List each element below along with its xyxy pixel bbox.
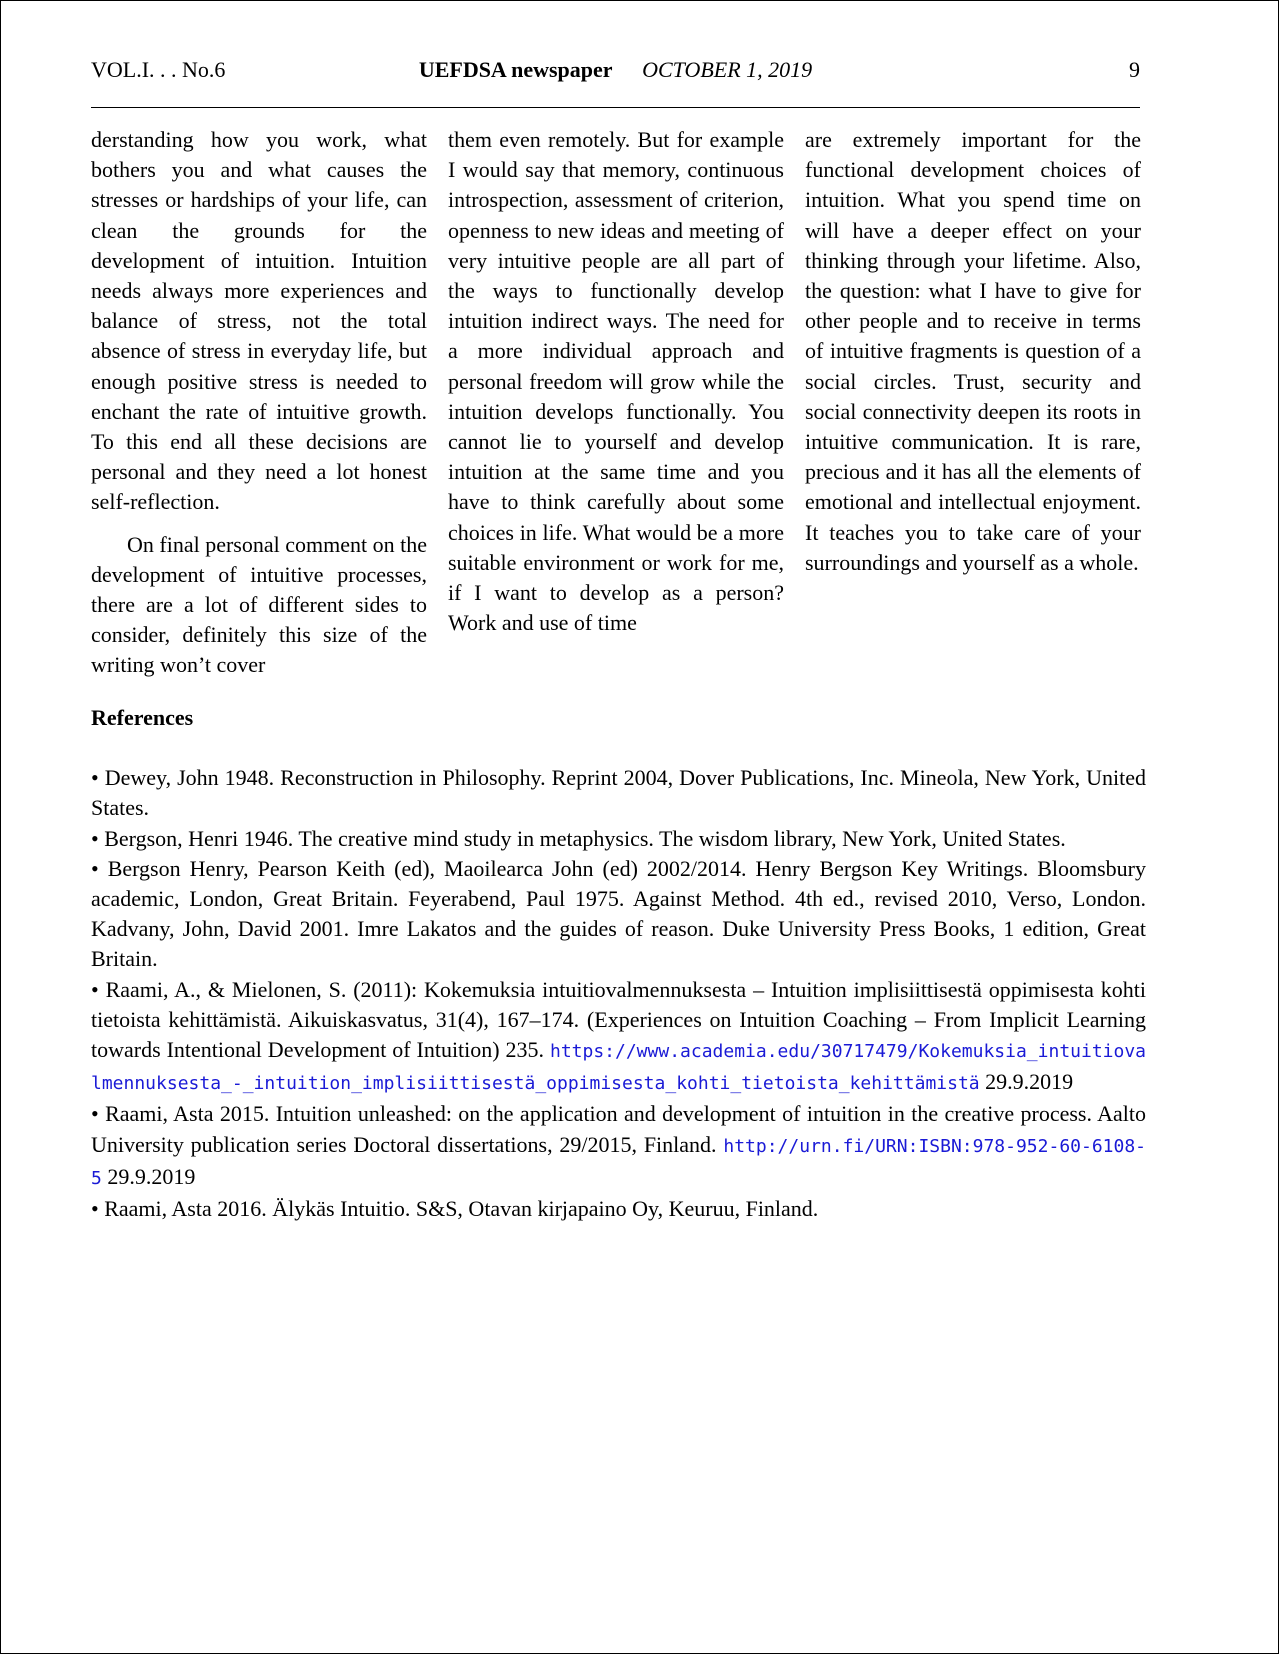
- reference-text: Bergson Henry, Pearson Keith (ed), Maoilearca John (ed) 2002/2014. Henry Bergson Key Writings. Bloomsbury academic, London, Great Britain. Feyerabend, Paul 1975. Against Method. 4th ed., revised 2010, Verso, London. Kadvany, John, David 2001. Imre Lakatos and the guides of reason. Duke University Press Books, 1 edition, Great Britain.: [91, 855, 1146, 972]
- masthead: [91, 57, 1140, 83]
- page-number: 9: [1129, 57, 1140, 82]
- bullet-icon: •: [91, 855, 99, 881]
- reference-link[interactable]: http://urn.fi/URN:ISBN:978-952-60-6108-5: [91, 1135, 1147, 1189]
- references-heading: References: [91, 705, 194, 730]
- header-divider: [91, 107, 1140, 108]
- reference-text: Raami, Asta 2016. Älykäs Intuitio. S&S, Otavan kirjapaino Oy, Keuruu, Finland.: [104, 1196, 819, 1222]
- reference-item: [91, 1099, 1146, 1194]
- column-3: [805, 125, 1141, 578]
- bullet-icon: •: [91, 1101, 99, 1127]
- references-section: [91, 703, 1146, 1224]
- reference-item: [91, 854, 1146, 975]
- reference-text: Bergson, Henri 1946. The creative mind study in metaphysics. The wisdom library, New York, United States.: [104, 825, 1066, 851]
- bullet-icon: •: [91, 976, 99, 1002]
- volume-label: VOL.I. . . No.6: [91, 57, 226, 82]
- bullet-icon: •: [91, 825, 99, 851]
- column-1: [91, 125, 427, 681]
- reference-item: [91, 975, 1146, 1100]
- issue-date: OCTOBER 1, 2019: [642, 57, 813, 82]
- newspaper-name: UEFDSA newspaper: [418, 57, 613, 82]
- paragraph: derstanding how you work, what bothers you and what causes the stresses or hardships of your life, can clean the grounds for the development of intuition. Intuition needs always more experiences and balance of stress, not the total absence of stress in everyday life, but enough positive stress is needed to enchant the rate of intuitive growth. To this end all these decisions are personal and they need a lot honest self-reflection.: [91, 127, 427, 515]
- bullet-icon: •: [91, 1196, 99, 1222]
- reference-item: [91, 763, 1146, 823]
- reference-text: Raami, Asta 2015. Intuition unleashed: on the application and development of intuition in the creative process. Aalto University publication series Doctoral dissertations, 29/2015, Finland.: [91, 1101, 1146, 1157]
- access-date: 29.9.2019: [107, 1163, 196, 1189]
- reference-text: Raami, A., & Mielonen, S. (2011): Kokemuksia intuitiovalmennuksesta – Intuition implisiittisestä oppimisesta kohti tietoista kehittämistä. Aikuiskasvatus, 31(4), 167–174. (Experiences on Intuition Coaching – From Implicit Learning towards Intentional Development of Intuition) 235.: [91, 976, 1146, 1063]
- page-header: [91, 57, 1140, 89]
- bullet-icon: •: [91, 765, 99, 791]
- paragraph: On final personal comment on the development of intuitive processes, there are a lot of different sides to consider, definitely this size of the writing won’t cover: [91, 531, 427, 678]
- reference-item: [91, 1194, 1146, 1224]
- reference-item: [91, 824, 1146, 854]
- paragraph: are extremely important for the functional development choices of intuition. What you spend time on will have a deeper effect on your thinking through your lifetime. Also, the question: what I have to give for other people and to receive in terms of intuitive fragments is question of a social circles. Trust, security and social connectivity deepen its roots in intuitive communication. It is rare, precious and it has all the elements of emotional and intellectual enjoyment. It teaches you to take care of your surroundings and yourself as a whole.: [805, 127, 1141, 575]
- reference-link[interactable]: https://www.academia.edu/30717479/Kokemuksia_intuitiovalmennuksesta_-_intuition_implisiittisestä_oppimisesta_kohti_tietoista_kehittämistä: [91, 1041, 1147, 1095]
- paragraph: them even remotely. But for example I would say that memory, continuous introspection, assessment of criterion, openness to new ideas and meeting of very intuitive people are all part of the ways to functionally develop intuition indirect ways. The need for a more individual approach and personal freedom will grow while the intuition develops functionally. You cannot lie to yourself and develop intuition at the same time and you have to think carefully about some choices in life. What would be a more suitable environment or work for me, if I want to develop as a person? Work and use of time: [448, 127, 784, 636]
- column-2: [448, 125, 784, 638]
- access-date: 29.9.2019: [985, 1069, 1074, 1095]
- reference-text: Dewey, John 1948. Reconstruction in Philosophy. Reprint 2004, Dover Publications, Inc. Mineola, New York, United States.: [91, 765, 1146, 821]
- article-columns: [91, 125, 1142, 695]
